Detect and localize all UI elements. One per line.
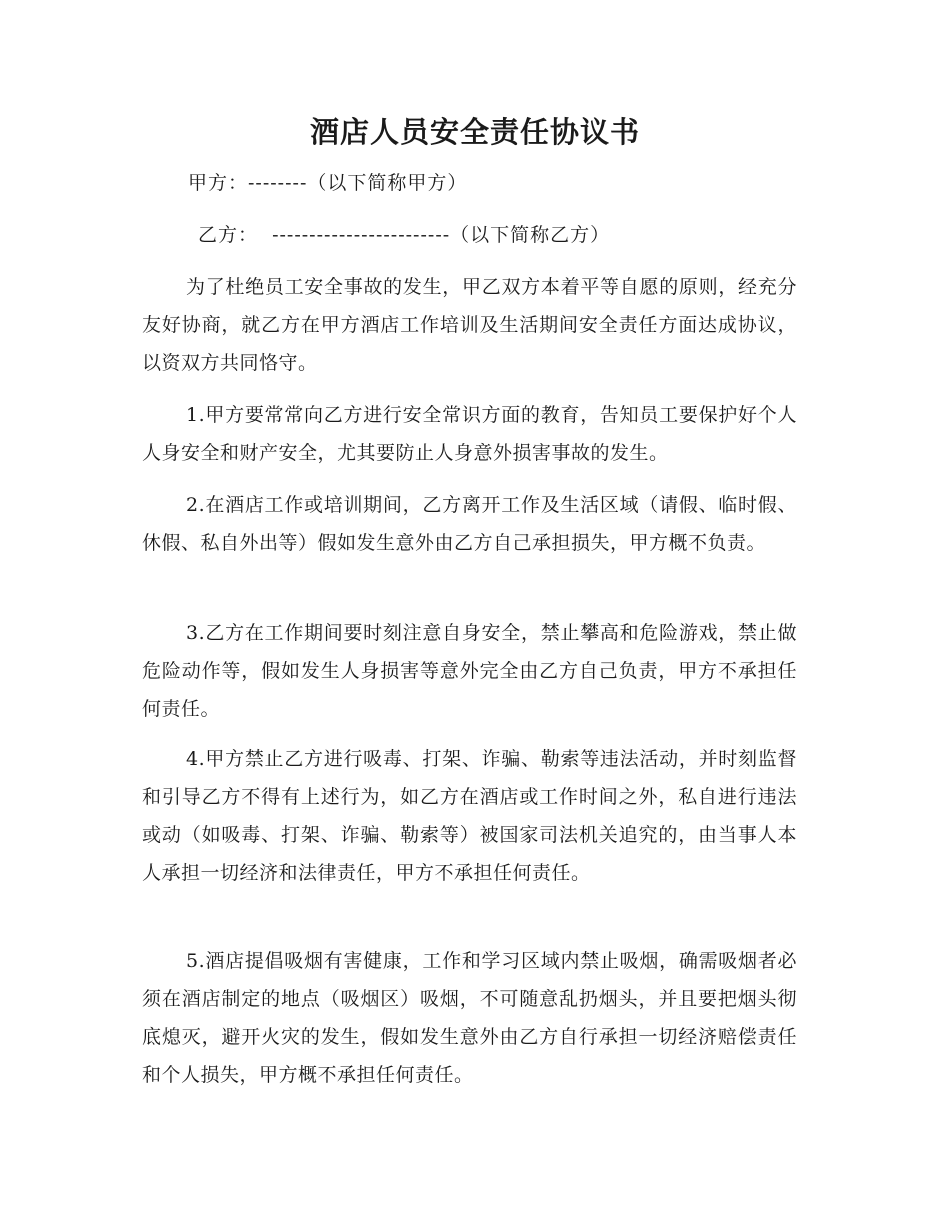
document-title: 酒店人员安全责任协议书	[309, 115, 640, 149]
clause-1: 1.甲方要常常向乙方进行安全常识方面的教育，告知员工要保护好个人人身安全和财产安全，尤其要防止人身意外损害事故的发生。	[142, 404, 797, 464]
clause-2: 2.在酒店工作或培训期间，乙方离开工作及生活区域（请假、临时假、休假、私自外出等）假如发生意外由乙方自己承担损失，甲方概不负责。	[142, 494, 797, 554]
clause-4: 4.甲方禁止乙方进行吸毒、打架、诈骗、勒索等违法活动，并时刻监督和引导乙方不得有上述行为，如乙方在酒店或工作时间之外，私自进行违法或动（如吸毒、打架、诈骗、勒索等）被国家司法机关追究的，由当事人本人承担一切经济和法律责任，甲方不承担任何责任。	[142, 748, 797, 884]
party-a-line: 甲方：--------（以下简称甲方）	[188, 172, 468, 194]
intro-paragraph: 为了杜绝员工安全事故的发生，甲乙双方本着平等自愿的原则，经充分友好协商，就乙方在甲方酒店工作培训及生活期间安全责任方面达成协议，以资双方共同恪守。	[142, 276, 797, 374]
clause-3: 3.乙方在工作期间要时刻注意自身安全，禁止攀高和危险游戏，禁止做危险动作等，假如发生人身损害等意外完全由乙方自己负责，甲方不承担任何责任。	[142, 622, 797, 720]
clause-5: 5.酒店提倡吸烟有害健康，工作和学习区域内禁止吸烟，确需吸烟者必须在酒店制定的地点（吸烟区）吸烟，不可随意乱扔烟头，并且要把烟头彻底熄灭，避开火灾的发生，假如发生意外由乙方自行承担一切经济赔偿责任和个人损失，甲方概不承担任何责任。	[142, 950, 797, 1086]
party-b-line: 乙方： ------------------------（以下简称乙方）	[198, 224, 611, 246]
